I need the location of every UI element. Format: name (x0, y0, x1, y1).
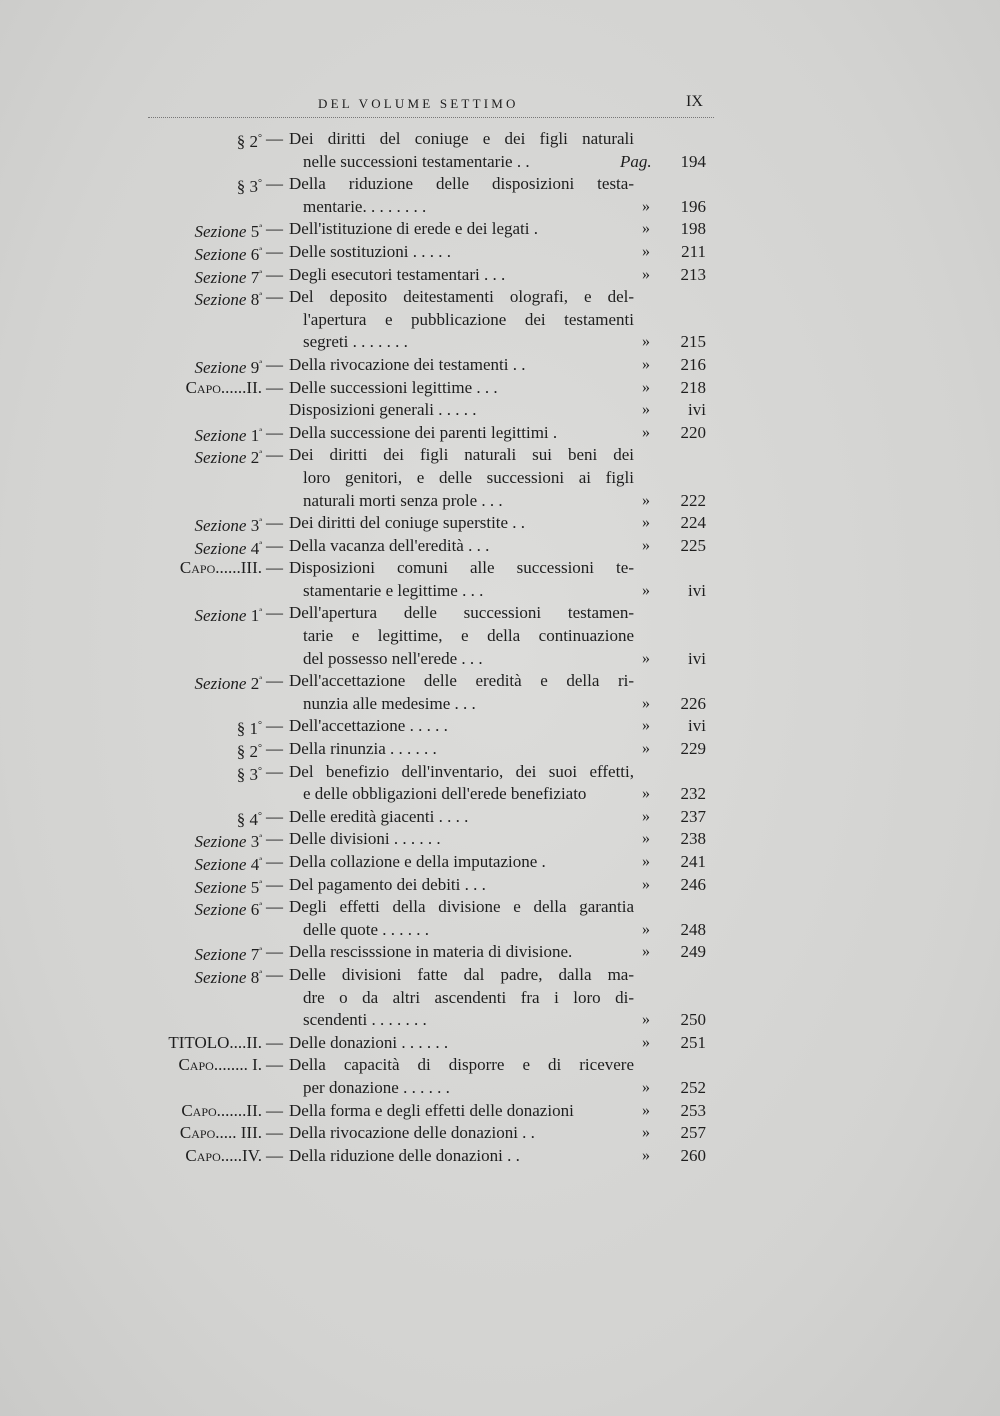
ditto-mark: » (642, 717, 650, 735)
toc-entry (0, 738, 1000, 761)
toc-entry (0, 422, 1000, 445)
ditto-mark: » (642, 514, 650, 532)
toc-entry-page-number: ivi (688, 716, 706, 736)
toc-entry-title-line: Della riduzione delle disposizioni testa- (289, 174, 634, 194)
toc-entry-title-line: Delle eredità giacenti . . . . (289, 806, 469, 826)
toc-entry-dash: — (266, 445, 283, 465)
toc-entry-title-line: Delle sostituzioni . . . . . (289, 241, 451, 261)
toc-entry-label: Sezione $5^ª$ (194, 877, 262, 897)
toc-entry-page-number: 246 (680, 874, 706, 894)
toc-entry-dash: — (266, 558, 283, 578)
toc-entry-page-number: 220 (680, 422, 706, 442)
ditto-mark: » (642, 1078, 650, 1096)
toc-entry-title (289, 738, 634, 761)
toc-entry-title-line: Dei diritti dei figli naturali sui beni dei (289, 445, 634, 465)
toc-entry-label: Capo..... III. (179, 1123, 262, 1143)
toc-entry-title-line: Della vacanza dell'eredità . . . (289, 535, 490, 555)
toc-entry-title-line: Del pagamento dei debiti . . . (289, 874, 486, 894)
toc-entry-title-line: Dei diritti del coniuge superstite . . (289, 513, 526, 533)
toc-entry-label: Sezione $2^ª$ (194, 448, 262, 468)
toc-entry (0, 286, 1000, 354)
toc-entry-title-line: mentarie. . . . . . . . (303, 196, 427, 216)
toc-entry-page-number: 224 (680, 513, 706, 533)
toc-entry-dash: — (266, 739, 283, 759)
toc-entry-page-number: 237 (680, 806, 706, 826)
toc-entry-title (289, 377, 634, 400)
toc-entry-dash: — (266, 806, 283, 826)
toc-entry-title (289, 806, 634, 829)
toc-entry (0, 1122, 1000, 1145)
toc-entry-page-number: 194 (680, 151, 706, 171)
toc-entry-dash: — (266, 354, 283, 374)
toc-entry-title (289, 399, 634, 422)
toc-entry-title (289, 602, 634, 670)
toc-entry-dash: — (266, 1055, 283, 1075)
toc-entry-dash: — (266, 874, 283, 894)
toc-entry-title-line: tarie e legittime, e della continuazione (303, 626, 634, 646)
toc-entry-title-line: Delle donazioni . . . . . . (289, 1032, 449, 1052)
toc-entry-label: Capo......III. (179, 558, 262, 578)
toc-entry-dash: — (266, 535, 283, 555)
toc-entry-dash: — (266, 264, 283, 284)
toc-entry-label: Capo.....IV. (185, 1145, 262, 1165)
ditto-mark: » (642, 853, 650, 870)
toc-entry (0, 264, 1000, 287)
toc-entry-title-line: Della rescisssione in materia di divisione. (289, 942, 573, 962)
toc-entry-title-line: stamentarie e legittime . . . (303, 580, 484, 600)
ditto-mark: » (642, 242, 650, 260)
toc-entry-label: Sezione $4^ª$ (194, 855, 262, 874)
toc-entry-page-number: 222 (680, 490, 706, 510)
toc-entry-title-line: naturali morti senza prole . . . (303, 490, 503, 510)
toc-entry-title (289, 670, 634, 715)
toc-entry-title-line: Della capacità di disporre e di ricevere (289, 1055, 634, 1075)
toc-entry-title (289, 1054, 634, 1099)
toc-entry-title (289, 828, 634, 851)
toc-entry-page-number: 229 (680, 739, 706, 759)
toc-entry-label: Sezione $8^ª$ (194, 290, 262, 310)
toc-entry-title (289, 964, 634, 1032)
toc-entry-title-line: Del benefizio dell'inventario, dei suoi effetti, (289, 761, 634, 781)
toc-entry-title (289, 173, 634, 218)
toc-entry-title-line: del possesso nell'erede . . . (303, 648, 483, 668)
toc-entry-title (289, 264, 634, 287)
ditto-mark: » (642, 649, 650, 667)
ditto-mark: » (642, 875, 650, 893)
toc-entry-title (289, 218, 634, 241)
toc-entry (0, 128, 1000, 173)
toc-entry-dash: — (266, 219, 283, 239)
toc-entry-page-number: 211 (681, 241, 706, 261)
toc-entry-page-number: ivi (688, 400, 706, 420)
toc-entry-page-number: 251 (680, 1032, 706, 1052)
toc-entry-dash: — (266, 852, 283, 871)
toc-entry-page-number: 238 (680, 829, 706, 849)
toc-entry-label: Capo.......II. (181, 1100, 262, 1120)
toc-entry-dash: — (266, 942, 283, 962)
toc-entry-title-line: Disposizioni comuni alle successioni te- (289, 558, 634, 578)
toc-entry-title-line: segreti . . . . . . . (303, 332, 408, 352)
toc-entry-label: Sezione $7^ª$ (194, 267, 262, 287)
toc-entry-title-line: Disposizioni generali . . . . . (289, 400, 477, 420)
toc-entry-label: Sezione $8^ª$ (194, 967, 262, 987)
toc-entry-title-line: nunzia alle medesime . . . (303, 693, 476, 713)
toc-entry (0, 602, 1000, 670)
toc-entry-label: § 3° (236, 177, 262, 197)
toc-entry-title-line: delle quote . . . . . . (303, 919, 430, 939)
toc-entry-title (289, 874, 634, 897)
toc-entry (0, 377, 1000, 400)
ditto-mark: » (642, 740, 650, 758)
toc-entry-title-line: Delle divisioni . . . . . . (289, 829, 441, 849)
toc-entry-page-number: 225 (680, 535, 706, 555)
toc-entry-label: § 2° (236, 742, 262, 762)
toc-entry-label: Sezione $5^ª$ (194, 222, 262, 242)
toc-entry (0, 941, 1000, 964)
toc-entry-page-number: ivi (688, 580, 706, 600)
toc-entry-label: § 2° (236, 132, 262, 151)
toc-entry-dash: — (266, 422, 283, 442)
toc-entry-dash: — (266, 829, 283, 849)
toc-entry-page-number: 215 (680, 332, 706, 352)
toc-entry-title (289, 1100, 634, 1123)
toc-entry-title-line: Dei diritti del coniuge e dei figli naturali (289, 129, 634, 148)
toc-entry-label: Sezione $3^ª$ (194, 516, 262, 536)
toc-entry-dash: — (266, 129, 283, 148)
toc-entry-title-line: Della riduzione delle donazioni . . (289, 1145, 520, 1165)
toc-entry-dash: — (266, 174, 283, 194)
toc-entry-title (289, 512, 634, 535)
ditto-mark: » (642, 830, 650, 848)
toc-entry (0, 896, 1000, 941)
toc-entry-title-line: Delle successioni legittime . . . (289, 377, 498, 397)
toc-entry-title (289, 354, 634, 377)
toc-entry-title (289, 761, 634, 806)
toc-entry-title (289, 557, 634, 602)
toc-entry (0, 670, 1000, 715)
toc-entry (0, 557, 1000, 602)
toc-entry-dash: — (266, 1032, 283, 1052)
toc-entry (0, 1032, 1000, 1055)
toc-entry-title (289, 1032, 634, 1055)
ditto-mark: » (642, 536, 650, 554)
toc-entry (0, 761, 1000, 806)
header-rule (148, 117, 714, 118)
toc-entry (0, 715, 1000, 738)
toc-entry-title-line: Della rinunzia . . . . . . (289, 739, 437, 759)
toc-entry-title (289, 1122, 634, 1145)
toc-entry-title-line: per donazione . . . . . . (303, 1077, 450, 1097)
page-word-label: Pag. (620, 151, 652, 171)
toc-entry (0, 828, 1000, 851)
ditto-mark: » (642, 333, 650, 351)
toc-entry-label: Capo......II. (185, 377, 262, 397)
toc-entry (0, 512, 1000, 535)
toc-entry (0, 444, 1000, 512)
toc-entry-title (289, 535, 634, 558)
toc-entry-title (289, 128, 634, 173)
ditto-mark: » (642, 265, 650, 283)
toc-entry-label: Sezione $1^ª$ (194, 606, 262, 626)
toc-entry-title-line: e delle obbligazioni dell'erede benefiziato (303, 784, 587, 804)
toc-entry-title-line: Degli esecutori testamentari . . . (289, 264, 506, 284)
toc-entry-title (289, 444, 634, 512)
ditto-mark: » (642, 694, 650, 712)
toc-entry-title-line: scendenti . . . . . . . (303, 1010, 427, 1030)
toc-entry-title-line: Dell'istituzione di erede e dei legati . (289, 219, 538, 239)
toc-entry-dash: — (266, 761, 283, 781)
toc-entry-dash: — (266, 671, 283, 691)
ditto-mark: » (642, 920, 650, 938)
toc-entry-dash: — (266, 716, 283, 736)
toc-entry-dash: — (266, 241, 283, 261)
toc-entry-title (289, 241, 634, 264)
toc-entry-dash: — (266, 287, 283, 307)
toc-entry-label: Sezione $1^ª$ (194, 425, 262, 445)
toc-entry (0, 354, 1000, 377)
ditto-mark: » (642, 785, 650, 803)
running-header-title: DEL VOLUME SETTIMO (318, 96, 519, 111)
ditto-mark: » (642, 378, 650, 396)
toc-entry-dash: — (266, 1123, 283, 1143)
toc-entry-title-line: Degli effetti della divisione e della garantia (289, 897, 634, 917)
toc-entry-label: Capo........ I. (178, 1055, 262, 1075)
ditto-mark: » (642, 197, 650, 215)
toc-entry-label: § 4° (236, 809, 262, 829)
toc-entry-page-number: 260 (680, 1145, 706, 1165)
toc-entry-page-number: 232 (680, 784, 706, 804)
toc-entry-title (289, 1145, 634, 1168)
toc-entry (0, 218, 1000, 241)
running-header-page-number: IX (686, 93, 703, 110)
ditto-mark: » (642, 1146, 650, 1164)
toc-entry-title-line: Della forma e degli effetti delle donazioni (289, 1100, 574, 1120)
toc-entry-dash: — (266, 603, 283, 623)
toc-entry-title-line: loro genitori, e delle successioni ai figli (303, 467, 634, 487)
ditto-mark: » (642, 1011, 650, 1029)
toc-entry-label: Sezione $9^ª$ (194, 357, 262, 377)
toc-entry-page-number: 241 (680, 852, 706, 871)
toc-entry-title-line: Della rivocazione dei testamenti . . (289, 354, 526, 374)
toc-entry (0, 1145, 1000, 1168)
toc-entry-title (289, 851, 634, 874)
ditto-mark: » (642, 491, 650, 509)
toc-entry-label: Sezione $2^ª$ (194, 674, 262, 694)
toc-entry (0, 399, 1000, 422)
toc-entry-label: TITOLO....II. (168, 1032, 262, 1052)
toc-entry-label: § 1° (236, 719, 262, 739)
toc-entry-page-number: 248 (680, 919, 706, 939)
toc-entry-title (289, 941, 634, 964)
ditto-mark: » (642, 401, 650, 419)
toc-entry-label: § 3° (236, 764, 262, 784)
toc-entry (0, 173, 1000, 218)
toc-entry (0, 806, 1000, 829)
toc-entry-label: Sezione $4^ª$ (194, 538, 262, 558)
toc-entry-page-number: 218 (680, 377, 706, 397)
toc-entry-page-number: ivi (688, 648, 706, 668)
ditto-mark: » (642, 581, 650, 599)
toc-entry (0, 874, 1000, 897)
toc-entry-title-line: Delle divisioni fatte dal padre, dalla ma- (289, 964, 634, 984)
ditto-mark: » (642, 1101, 650, 1119)
toc-entry-title-line: Del deposito deitestamenti olografi, e del- (289, 287, 634, 307)
ditto-mark: » (642, 355, 650, 373)
toc-entry-title-line: l'apertura e pubblicazione dei testamenti (303, 309, 634, 329)
toc-entry-dash: — (266, 1100, 283, 1120)
ditto-mark: » (642, 423, 650, 441)
toc-entry-title (289, 286, 634, 354)
toc-entry-title-line: Della rivocazione delle donazioni . . (289, 1123, 535, 1143)
toc-entry-label: Sezione $6^ª$ (194, 900, 262, 920)
toc-entry-dash: — (266, 964, 283, 984)
toc-entry-page-number: 216 (680, 354, 706, 374)
toc-entry-title-line: Dell'accettazione . . . . . (289, 716, 448, 736)
toc-entry-title-line: Della successione dei parenti legittimi . (289, 422, 558, 442)
toc-entry-label: Sezione $3^ª$ (194, 832, 262, 852)
toc-entry-page-number: 249 (680, 942, 706, 962)
toc-entry-title (289, 715, 634, 738)
toc-entry-dash: — (266, 377, 283, 397)
toc-entry (0, 964, 1000, 1032)
toc-entry-page-number: 250 (680, 1010, 706, 1030)
toc-entry-title-line: nelle successioni testamentarie . . (303, 151, 530, 171)
toc-entry-title (289, 896, 634, 941)
toc-entry-dash: — (266, 897, 283, 917)
ditto-mark: » (642, 220, 650, 238)
toc-entry (0, 851, 1000, 874)
ditto-mark: » (642, 807, 650, 825)
ditto-mark: » (642, 1033, 650, 1051)
toc-entry-title (289, 422, 634, 445)
toc-entry-page-number: 196 (680, 196, 706, 216)
toc-entry-page-number: 252 (680, 1077, 706, 1097)
toc-entry (0, 1054, 1000, 1099)
toc-entry-dash: — (266, 513, 283, 533)
ditto-mark: » (642, 1124, 650, 1142)
toc-entry-label: Sezione $6^ª$ (194, 244, 262, 264)
ditto-mark: » (642, 943, 650, 961)
toc-entry (0, 535, 1000, 558)
table-of-contents (0, 128, 1000, 1167)
toc-entry-page-number: 226 (680, 693, 706, 713)
toc-entry-title-line: Dell'accettazione delle eredità e della ri- (289, 671, 634, 691)
toc-entry-page-number: 253 (680, 1100, 706, 1120)
toc-entry-title-line: Della collazione e della imputazione . (289, 852, 546, 871)
toc-entry-page-number: 198 (680, 219, 706, 239)
toc-entry-page-number: 257 (680, 1123, 706, 1143)
toc-entry (0, 241, 1000, 264)
toc-entry-label: Sezione $7^ª$ (194, 945, 262, 965)
toc-entry-dash: — (266, 1145, 283, 1165)
toc-entry-title-line: Dell'apertura delle successioni testamen- (289, 603, 634, 623)
toc-entry-page-number: 213 (680, 264, 706, 284)
toc-entry-title-line: dre o da altri ascendenti fra i loro di- (303, 987, 634, 1007)
toc-entry (0, 1100, 1000, 1123)
